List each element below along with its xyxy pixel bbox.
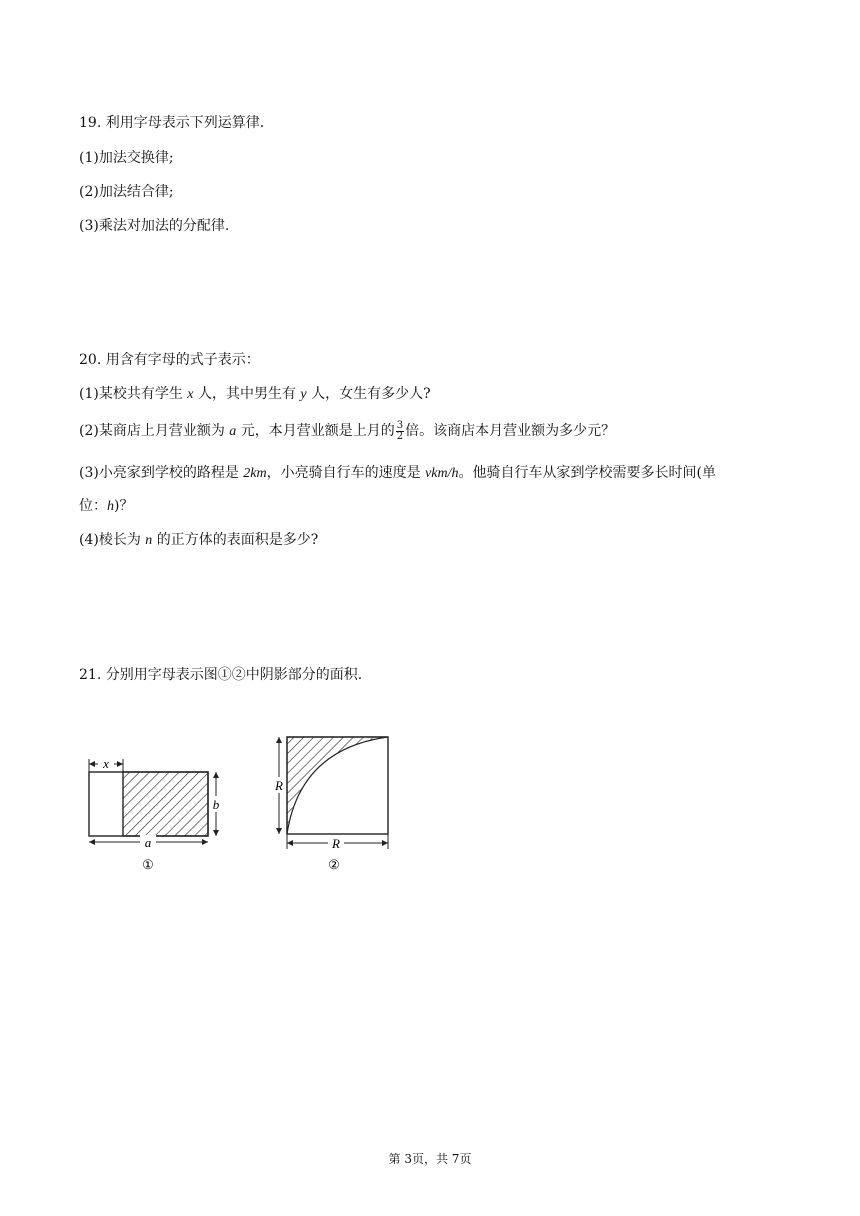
q20-item-1-text-b: 人，其中男生有 bbox=[193, 386, 301, 402]
q19-item-3: (3)乘法对加法的分配律. bbox=[79, 218, 230, 234]
q20-item-3 bbox=[79, 462, 716, 482]
page-footer: 第 3页，共 7页 bbox=[388, 1152, 472, 1166]
figure-1-label: ① bbox=[142, 858, 154, 873]
q20-item-4-text-a: (4)棱长为 bbox=[79, 532, 146, 548]
q19-item-2: (2)加法结合律; bbox=[79, 184, 174, 200]
q20-item-3b-text-b: )？ bbox=[114, 498, 134, 514]
q20-item-2-text-a: (2)某商店上月营业额为 bbox=[79, 423, 230, 439]
q19-item-1: (1)加法交换律; bbox=[79, 150, 174, 166]
q20-item-3-text-b: ，小亮骑自行车的速度是 bbox=[266, 465, 426, 481]
var-x: x bbox=[187, 387, 194, 402]
figure-2 bbox=[270, 731, 400, 876]
q20-item-3-text-c: 。他骑自行车从家到学校需要多长时间(单 bbox=[458, 465, 716, 481]
fraction-numerator: 3 bbox=[396, 419, 404, 431]
q21-title: 21. 分别用字母表示图①②中阴影部分的面积. bbox=[79, 667, 363, 683]
q20-title: 20. 用含有字母的式子表示： bbox=[79, 352, 260, 368]
fraction bbox=[396, 421, 404, 442]
var-y: y bbox=[300, 387, 307, 402]
q20-item-3-text-a: (3)小亮家到学校的路程是 bbox=[79, 465, 244, 481]
var-n: n bbox=[145, 533, 153, 548]
q20-item-2 bbox=[79, 420, 615, 442]
distance: 2km bbox=[243, 466, 267, 481]
q20-item-4-text-b: 的正方体的表面积是多少? bbox=[152, 532, 319, 548]
unit-h: h bbox=[107, 499, 114, 514]
shaded-region bbox=[287, 737, 388, 834]
q20-item-1 bbox=[79, 383, 431, 403]
q20-item-2-text-c: 倍。该商店本月营业额为多少元？ bbox=[405, 423, 616, 439]
shaded-rectangle bbox=[123, 772, 208, 836]
figure-2-label: ② bbox=[328, 858, 340, 873]
q20-item-3-continued bbox=[79, 495, 133, 515]
label-r-bottom: R bbox=[332, 836, 340, 851]
figure-1 bbox=[80, 752, 230, 874]
label-r-side: R bbox=[275, 778, 283, 793]
q20-item-3b-text-a: 位： bbox=[79, 498, 107, 514]
q19-title: 19. 利用字母表示下列运算律. bbox=[79, 115, 265, 131]
label-x: x bbox=[103, 756, 109, 771]
label-a: a bbox=[144, 835, 152, 850]
fraction-denominator: 2 bbox=[396, 430, 404, 442]
var-a: a bbox=[229, 424, 237, 439]
q20-item-4 bbox=[79, 529, 318, 549]
q20-item-1-text-a: (1)某校共有学生 bbox=[79, 386, 188, 402]
label-b: b bbox=[212, 797, 220, 812]
q20-item-2-text-b: 元，本月营业额是上月的 bbox=[236, 423, 395, 439]
q20-item-1-text-c: 人，女生有多少人? bbox=[306, 386, 431, 402]
speed: vkm/h bbox=[425, 466, 459, 481]
